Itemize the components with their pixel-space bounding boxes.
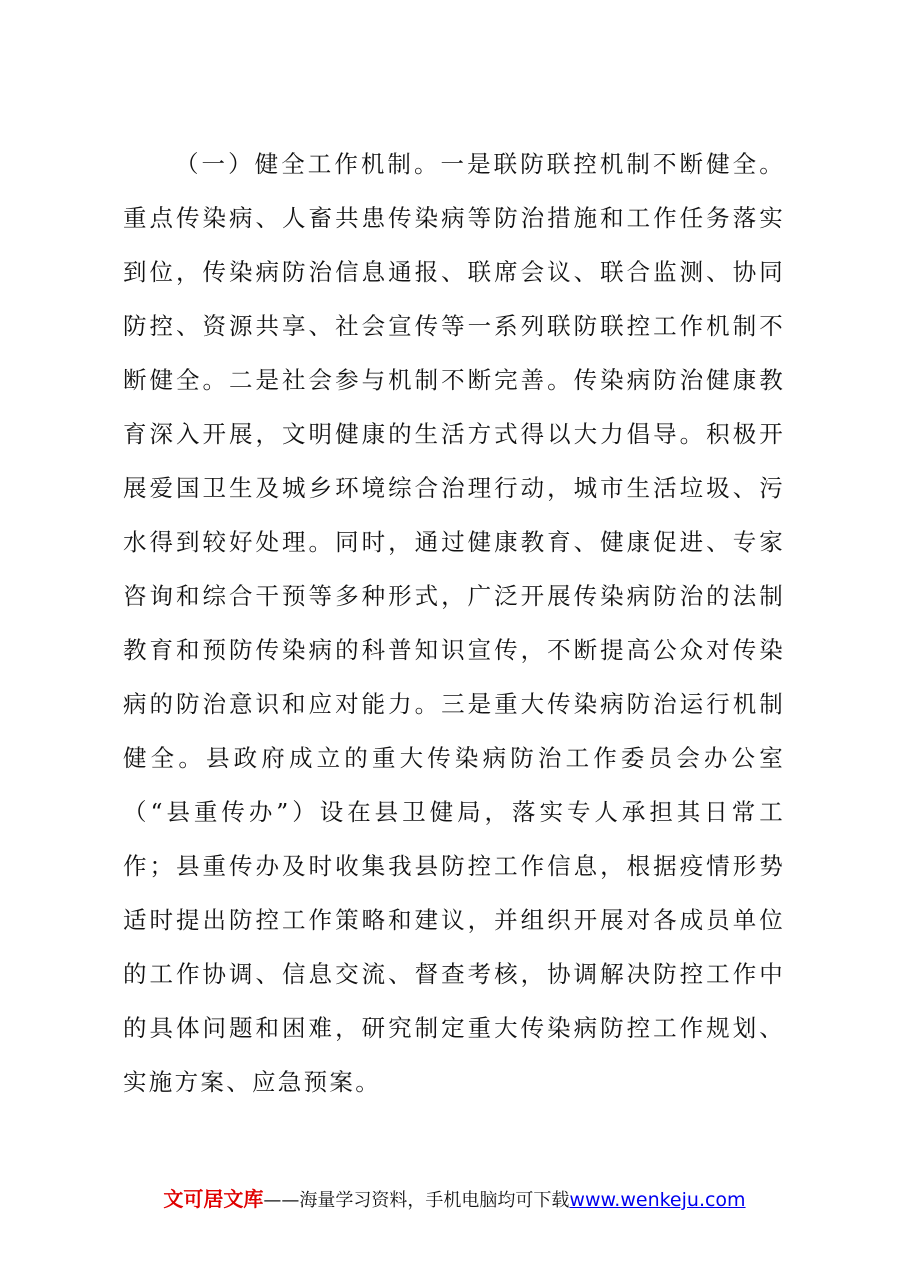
footer-banner [0, 1183, 909, 1212]
body-paragraph: （一）健全工作机制。一是联防联控机制不断健全。重点传染病、人畜共患传染病等防治措施和工作任务落实到位，传染病防治信息通报、联席会议、联合监测、协同防控、资源共享、社会宣传等一系列联防联控工作机制不断健全。二是社会参与机制不断完善。传染病防治健康教育深入开展，文明健康的生活方式得以大力倡导。积极开展爱国卫生及城乡环境综合治理行动，城市生活垃圾、污水得到较好处理。同时，通过健康教育、健康促进、专家咨询和综合干预等多种形式，广泛开展传染病防治的法制教育和预防传染病的科普知识宣传，不断提高公众对传染病的防治意识和应对能力。三是重大传染病防治运行机制健全。县政府成立的重大传染病防治工作委员会办公室（“县重传办”）设在县卫健局，落实专人承担其日常工作；县重传办及时收集我县防控工作信息，根据疫情形势适时提出防控工作策略和建议，并组织开展对各成员单位的工作协调、信息交流、督查考核，协调解决防控工作中的具体问题和困难，研究制定重大传染病防控工作规划、实施方案、应急预案。 [123, 150, 785, 1096]
footer-brand: 文可居文库 [163, 1187, 264, 1211]
footer-slogan: ——海量学习资料，手机电脑均可下载 [263, 1190, 570, 1211]
footer-website-link[interactable]: www.wenkeju.com [569, 1189, 746, 1211]
